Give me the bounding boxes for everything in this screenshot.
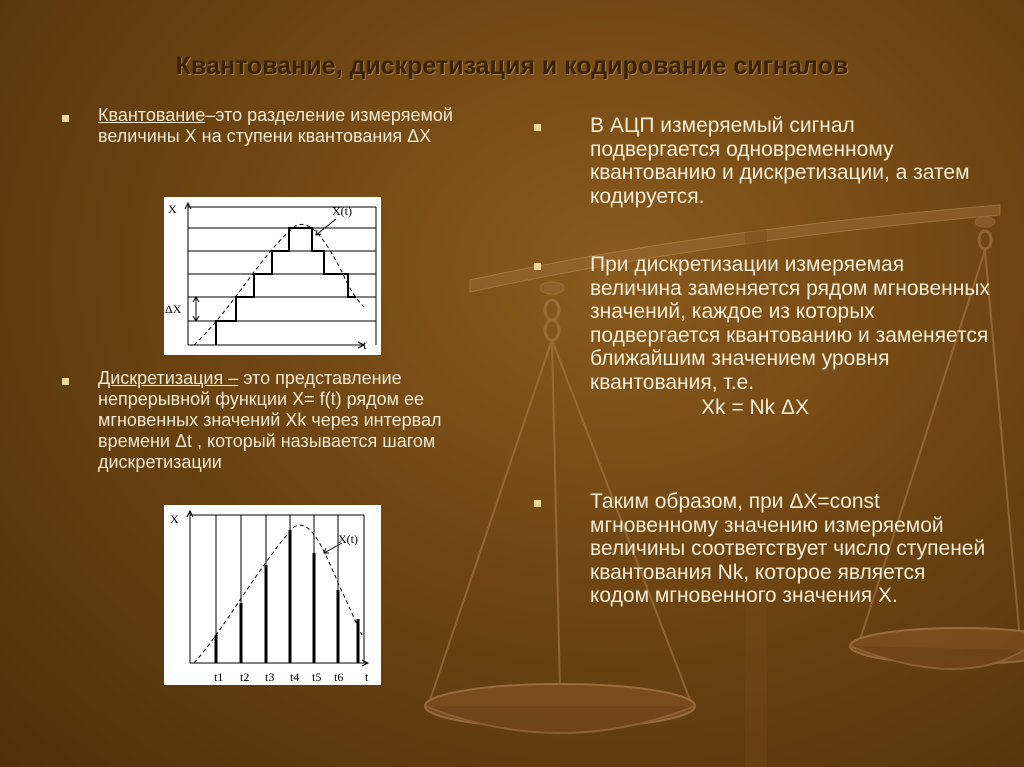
quantization-definition (98, 105, 498, 147)
bullet-icon (534, 500, 541, 507)
fig2-tick-t6: t6 (334, 670, 344, 684)
conclusion-paragraph: Таким образом, при ΔХ=const мгновенному значению измеряемой величины соответствует число ступеней квантования Nk, которое является кодом мгновенного значения Х. (590, 490, 986, 607)
bullet-icon (62, 115, 69, 122)
fig2-tick-t1: t1 (214, 670, 224, 684)
fig2-tick-t2: t2 (240, 670, 250, 684)
fig1-step-label: ΔX (165, 302, 182, 316)
fig2-tick-t4: t4 (290, 670, 300, 684)
quantization-figure (164, 197, 381, 355)
discretization-term: Дискретизация – (98, 368, 239, 388)
slide-title: Квантование, дискретизация и кодирование сигналов (175, 52, 849, 80)
fig2-tick-t3: t3 (265, 670, 275, 684)
quantization-formula: Хk = Nk ΔХ (701, 396, 809, 419)
bullet-icon (534, 124, 541, 131)
fig1-x-axis-label: t (363, 338, 367, 352)
quantization-term: Квантование (98, 105, 206, 125)
fig2-y-axis-label: X (170, 512, 179, 526)
fig1-y-axis-label: X (168, 202, 177, 216)
fig2-tick-t5: t5 (312, 670, 322, 684)
quantization-text: –это разделение измеряемой величины Х на ступени квантования ΔХ (98, 105, 453, 146)
discretization-definition (98, 368, 498, 473)
discretization-paragraph (590, 253, 990, 420)
fig1-curve-label: X(t) (332, 204, 352, 218)
fig2-x-axis-label: t (365, 670, 369, 684)
bullet-icon (534, 263, 541, 270)
fig2-curve-label: X(t) (338, 532, 358, 546)
adc-paragraph: В АЦП измеряемый сигнал подвергается одновременному квантованию и дискретизации, а затем кодируется. (590, 114, 970, 208)
discretization-paragraph-text: При дискретизации измеряемая величина заменяется рядом мгновенных значений, каждое из которых подвергается квантованию и заменяется ближайшим значением уровня квантования, т.е. (590, 253, 990, 394)
discretization-figure (164, 505, 381, 685)
bullet-icon (62, 378, 69, 385)
discretization-text: это представление непрерывной функции Х= f(t) рядом ее мгновенных значений Хk через интервал времени Δt , который называется шагом дискретизации (98, 368, 442, 472)
